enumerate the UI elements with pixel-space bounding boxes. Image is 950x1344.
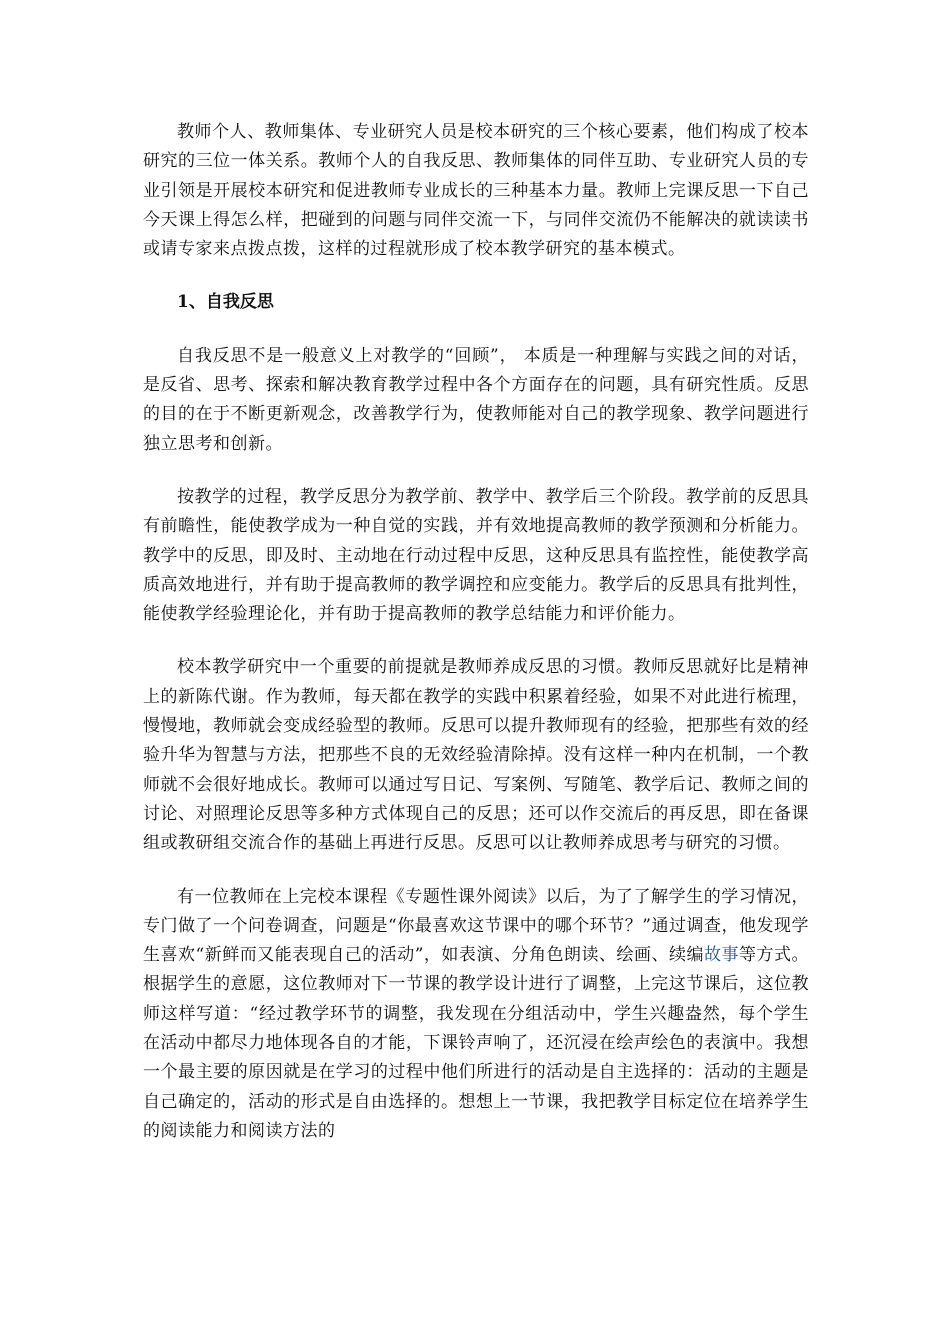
paragraph-reflection-stages: 按教学的过程，教学反思分为教学前、教学中、教学后三个阶段。教学前的反思具有前瞻性，能使教学成为一种自觉的实践，并有效地提高教师的教学预测和分析能力。教学中的反思，即及时、主动地在行动过程中反思，这种反思具有监控性，能使教学高质高效地进行，并有助于提高教师的教学调控和应变能力。教学后的反思具有批判性，能使教学经验理论化，并有助于提高教师的教学总结能力和评价能力。 (143, 486, 809, 625)
paragraph-text-part2: 等方式。根据学生的意愿，这位教师对下一节课的教学设计进行了调整，上完这节课后，这位教师这样写道：“经过教学环节的调整，我发现在分组活动中，学生兴趣盎然，每个学生在活动中都尽力地体现各自的才能，下课铃声响了，还沉浸在绘声绘色的表演中。我想一个最主要的原因就是在学习的过程中他们所进行的活动是自主选择的：活动的主题是自己确定的，活动的形式是自由选择的。想想上一节课，我把教学目标定位在培养学生的阅读能力和阅读方法的 (143, 945, 810, 1141)
document-body (143, 118, 809, 1170)
section-heading-self-reflection: 1、自我反思 (177, 292, 274, 313)
paragraph-reflection-habit: 校本教学研究中一个重要的前提就是教师养成反思的习惯。教师反思就好比是精神上的新陈代谢。作为教师，每天都在教学的实践中积累着经验，如果不对此进行梳理，慢慢地，教师就会变成经验型的教师。反思可以提升教师现有的经验，把那些有效的经验升华为智慧与方法，把那些不良的无效经验清除掉。没有这样一种内在机制，一个教师就不会很好地成长。教师可以通过写日记、写案例、写随笔、教学后记、教师之间的讨论、对照理论反思等多种方式体现自己的反思；还可以作交流后的再反思，即在备课组或教研组交流合作的基础上再进行反思。反思可以让教师养成思考与研究的习惯。 (143, 657, 809, 854)
paragraph-intro: 教师个人、教师集体、专业研究人员是校本研究的三个核心要素，他们构成了校本研究的三位一体关系。教师个人的自我反思、教师集体的同伴互助、专业研究人员的专业引领是开展校本研究和促进教师专业成长的三种基本力量。教师上完课反思一下自己今天课上得怎么样，把碰到的问题与同伴交流一下，与同伴交流仍不能解决的就读读书或请专家来点拨点拨，这样的过程就形成了校本教学研究的基本模式。 (143, 122, 809, 260)
story-link[interactable]: 故事 (703, 945, 739, 966)
paragraph-text-part1: 有一位教师在上完校本课程《专题性课外阅读》以后，为了了解学生的学习情况，专门做了一个问卷调查，问题是“你最喜欢这节课中的哪个环节？”通过调查，他发现学生喜欢“新鲜而又能表现自己的活动”，如表演、分角色朗读、绘画、续编 (143, 886, 809, 966)
paragraph-teacher-example (143, 883, 809, 1147)
paragraph-reflection-definition: 自我反思不是一般意义上对教学的“回顾”， 本质是一种理解与实践之间的对话，是反省、思考、探索和解决教育教学过程中各个方面存在的问题，具有研究性质。反思的目的在于不断更新观念，改善教学行为，使教师能对自己的教学现象、教学问题进行独立思考和创新。 (143, 345, 809, 454)
